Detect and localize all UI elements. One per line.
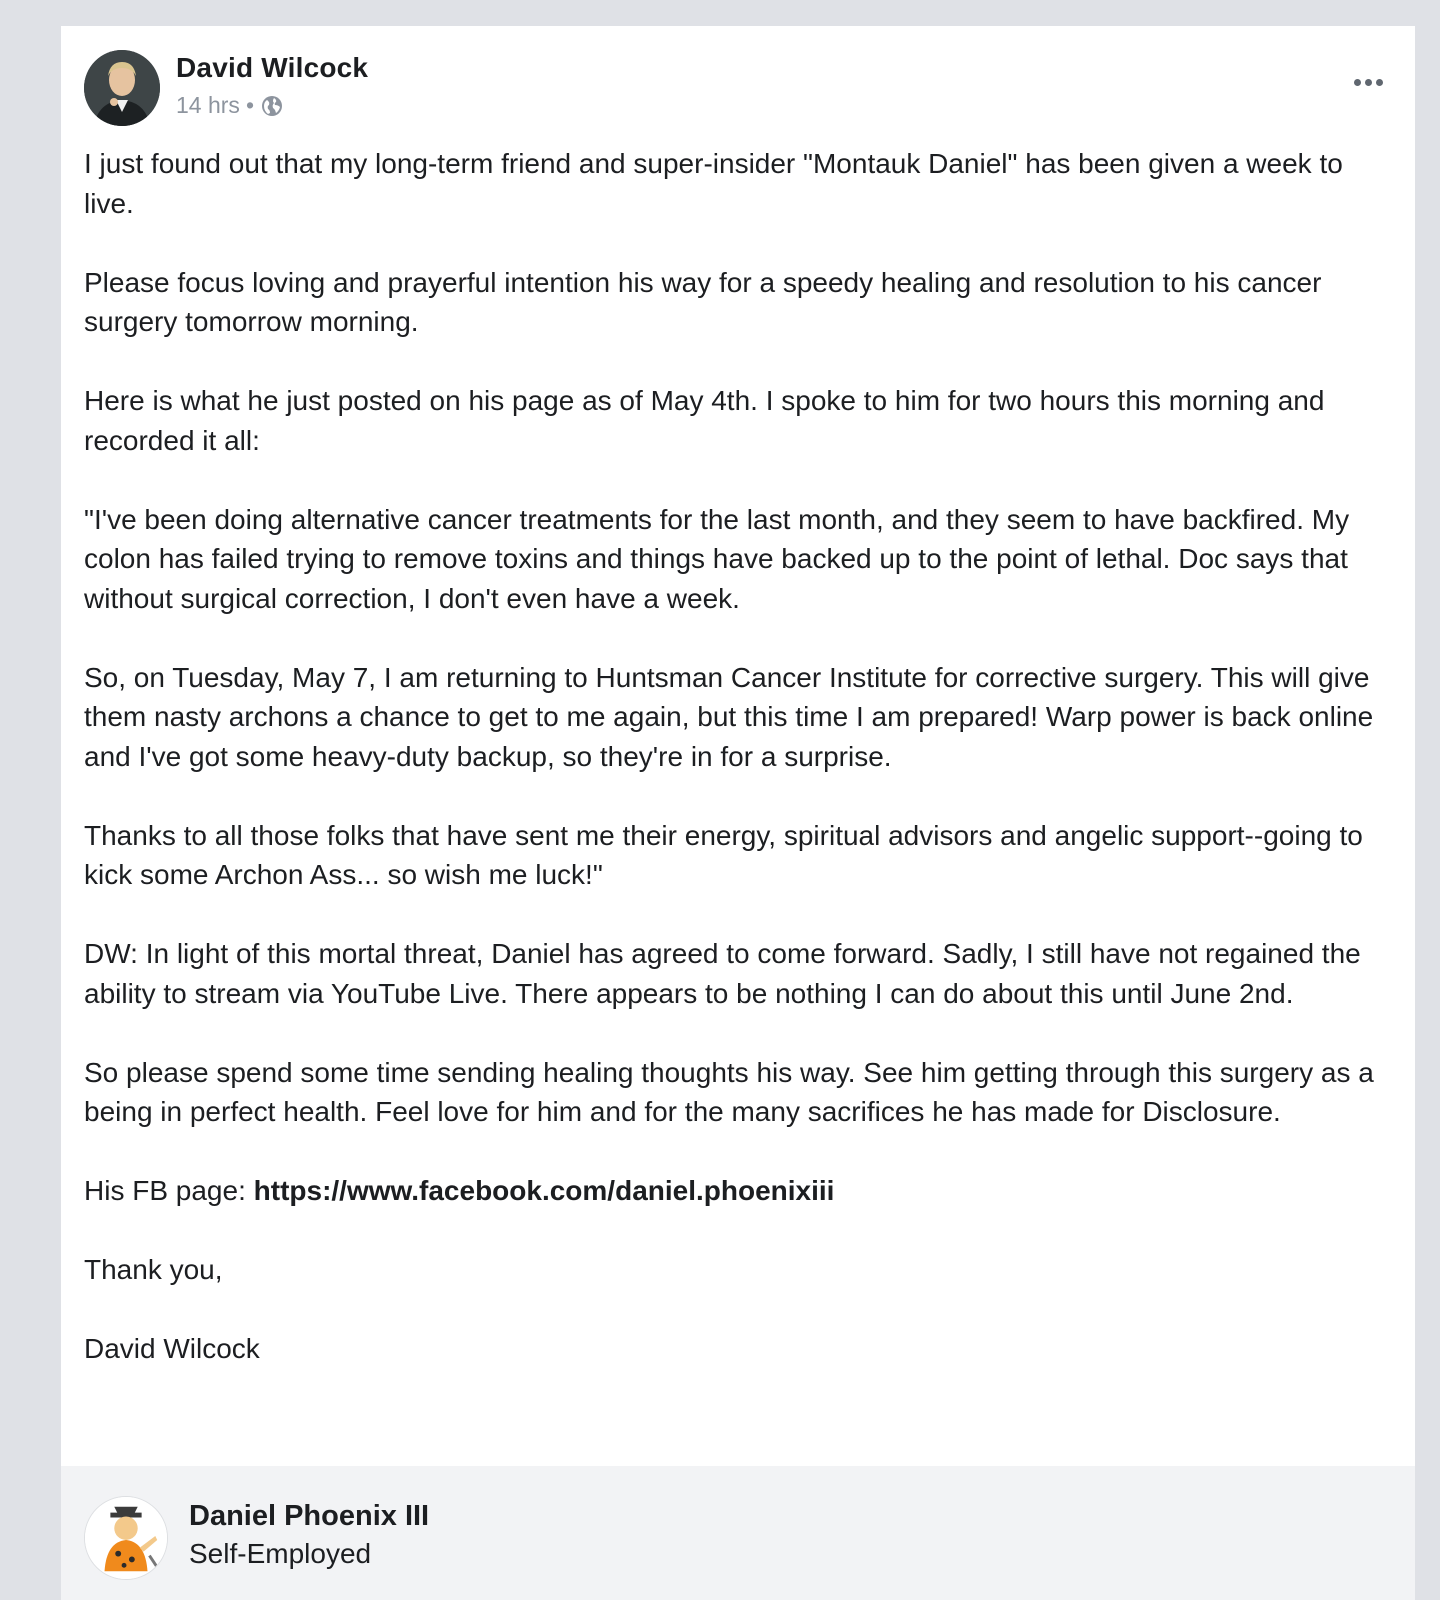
fb-page-link[interactable]: https://www.facebook.com/daniel.phoenixiii [253, 1175, 835, 1206]
meta-separator: • [245, 92, 254, 118]
post-paragraph: Thanks to all those folks that have sent me their energy, spiritual advisors and angelic support--going to kick some Archon Ass... so wish me luck!" [84, 819, 1363, 890]
post-paragraph: Please focus loving and prayerful intention his way for a speedy healing and resolution to his cancer surgery tomorrow morning. [84, 266, 1322, 337]
author-avatar[interactable] [84, 50, 160, 126]
profile-subtitle: Self-Employed [189, 1538, 372, 1569]
post-time[interactable]: 14 hrs [176, 92, 240, 118]
post-paragraph: So, on Tuesday, May 7, I am returning to Huntsman Cancer Institute for corrective surgery. This will give them nasty archons a chance to get to me again, but this time I am prepared! Warp power is back online and I've got some heavy-duty backup, so they're in for a surprise. [84, 661, 1374, 772]
post-card [61, 26, 1415, 1600]
post-paragraph: DW: In light of this mortal threat, Daniel has agreed to come forward. Sadly, I still have not regained the ability to stream via YouTube Live. There appears to be nothing I can do about this until June 2nd. [84, 938, 1361, 1009]
more-dots-icon [1376, 79, 1383, 86]
fb-page-label: His FB page: [84, 1175, 254, 1206]
profile-name[interactable]: Daniel Phoenix III [189, 1500, 430, 1532]
post-meta [176, 92, 284, 119]
post-paragraph: I just found out that my long-term friend and super-insider "Montauk Daniel" has been given a week to live. [84, 148, 1343, 219]
globe-icon[interactable] [260, 94, 284, 118]
profile-avatar[interactable] [84, 1496, 168, 1580]
post-body [84, 144, 1374, 1369]
author-name[interactable]: David Wilcock [176, 52, 369, 83]
post-paragraph: "I've been doing alternative cancer treatments for the last month, and they seem to have backfired. My colon has failed trying to remove toxins and things have backed up to the point of lethal. Doc says that without surgical correction, I don't even have a week. [84, 503, 1350, 614]
author-avatar-image [84, 50, 160, 126]
post-paragraph: So please spend some time sending healing thoughts his way. See him getting through this surgery as a being in perfect health. Feel love for him and for the many sacrifices he has made for Disclosure. [84, 1056, 1374, 1127]
fb-page-line [84, 1171, 1374, 1211]
signature: David Wilcock [84, 1333, 260, 1364]
thanks-line: Thank you, [84, 1254, 223, 1285]
post-header [84, 50, 1384, 126]
post-paragraph: Here is what he just posted on his page as of May 4th. I spoke to him for two hours this morning and recorded it all: [84, 385, 1325, 456]
more-dots-icon [1365, 79, 1372, 86]
shared-profile-preview[interactable] [61, 1466, 1415, 1600]
more-dots-icon [1354, 79, 1361, 86]
cartoon-character-icon [85, 1497, 167, 1579]
more-options-button[interactable] [1346, 72, 1390, 92]
